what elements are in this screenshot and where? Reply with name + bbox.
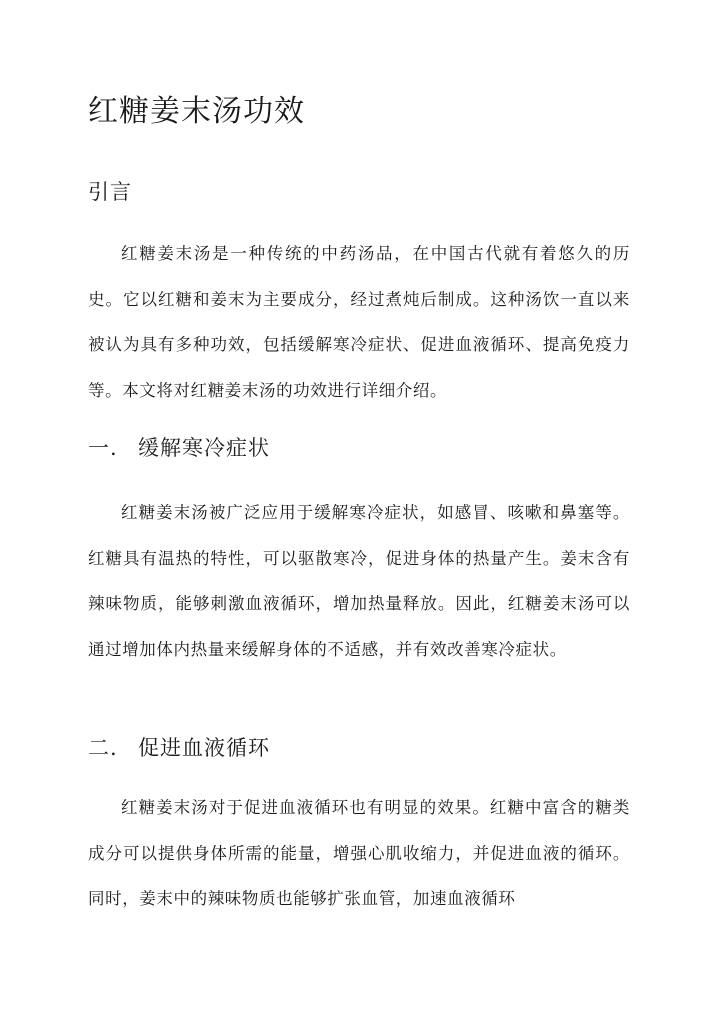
- section-1-number: 一.: [88, 436, 118, 460]
- section-2-heading: [88, 732, 270, 762]
- section-2-title: 促进血液循环: [138, 736, 270, 760]
- section-2-number: 二.: [88, 736, 118, 760]
- section-1-title: 缓解寒冷症状: [138, 436, 270, 460]
- section-2-paragraph: 红糖姜末汤对于促进血液循环也有明显的效果。红糖中富含的糖类成分可以提供身体所需的能量，增强心肌收缩力，并促进血液的循环。同时，姜末中的辣味物质也能够扩张血管，加速血液循环: [88, 798, 630, 908]
- document-title: 红糖姜末汤功效: [88, 94, 305, 129]
- intro-heading: 引言: [88, 180, 132, 204]
- section-1-paragraph: 红糖姜末汤被广泛应用于缓解寒冷症状，如感冒、咳嗽和鼻塞等。红糖具有温热的特性，可以驱散寒冷，促进身体的热量产生。姜末含有辣味物质，能够刺激血液循环，增加热量释放。因此，红糖姜末汤可以通过增加体内热量来缓解身体的不适感，并有效改善寒冷症状。: [88, 503, 630, 659]
- section-1-heading: [88, 432, 270, 462]
- intro-paragraph: 红糖姜末汤是一种传统的中药汤品，在中国古代就有着悠久的历史。它以红糖和姜末为主要成分，经过煮炖后制成。这种汤饮一直以来被认为具有多种功效，包括缓解寒冷症状、促进血液循环、提高免疫力等。本文将对红糖姜末汤的功效进行详细介绍。: [88, 244, 630, 400]
